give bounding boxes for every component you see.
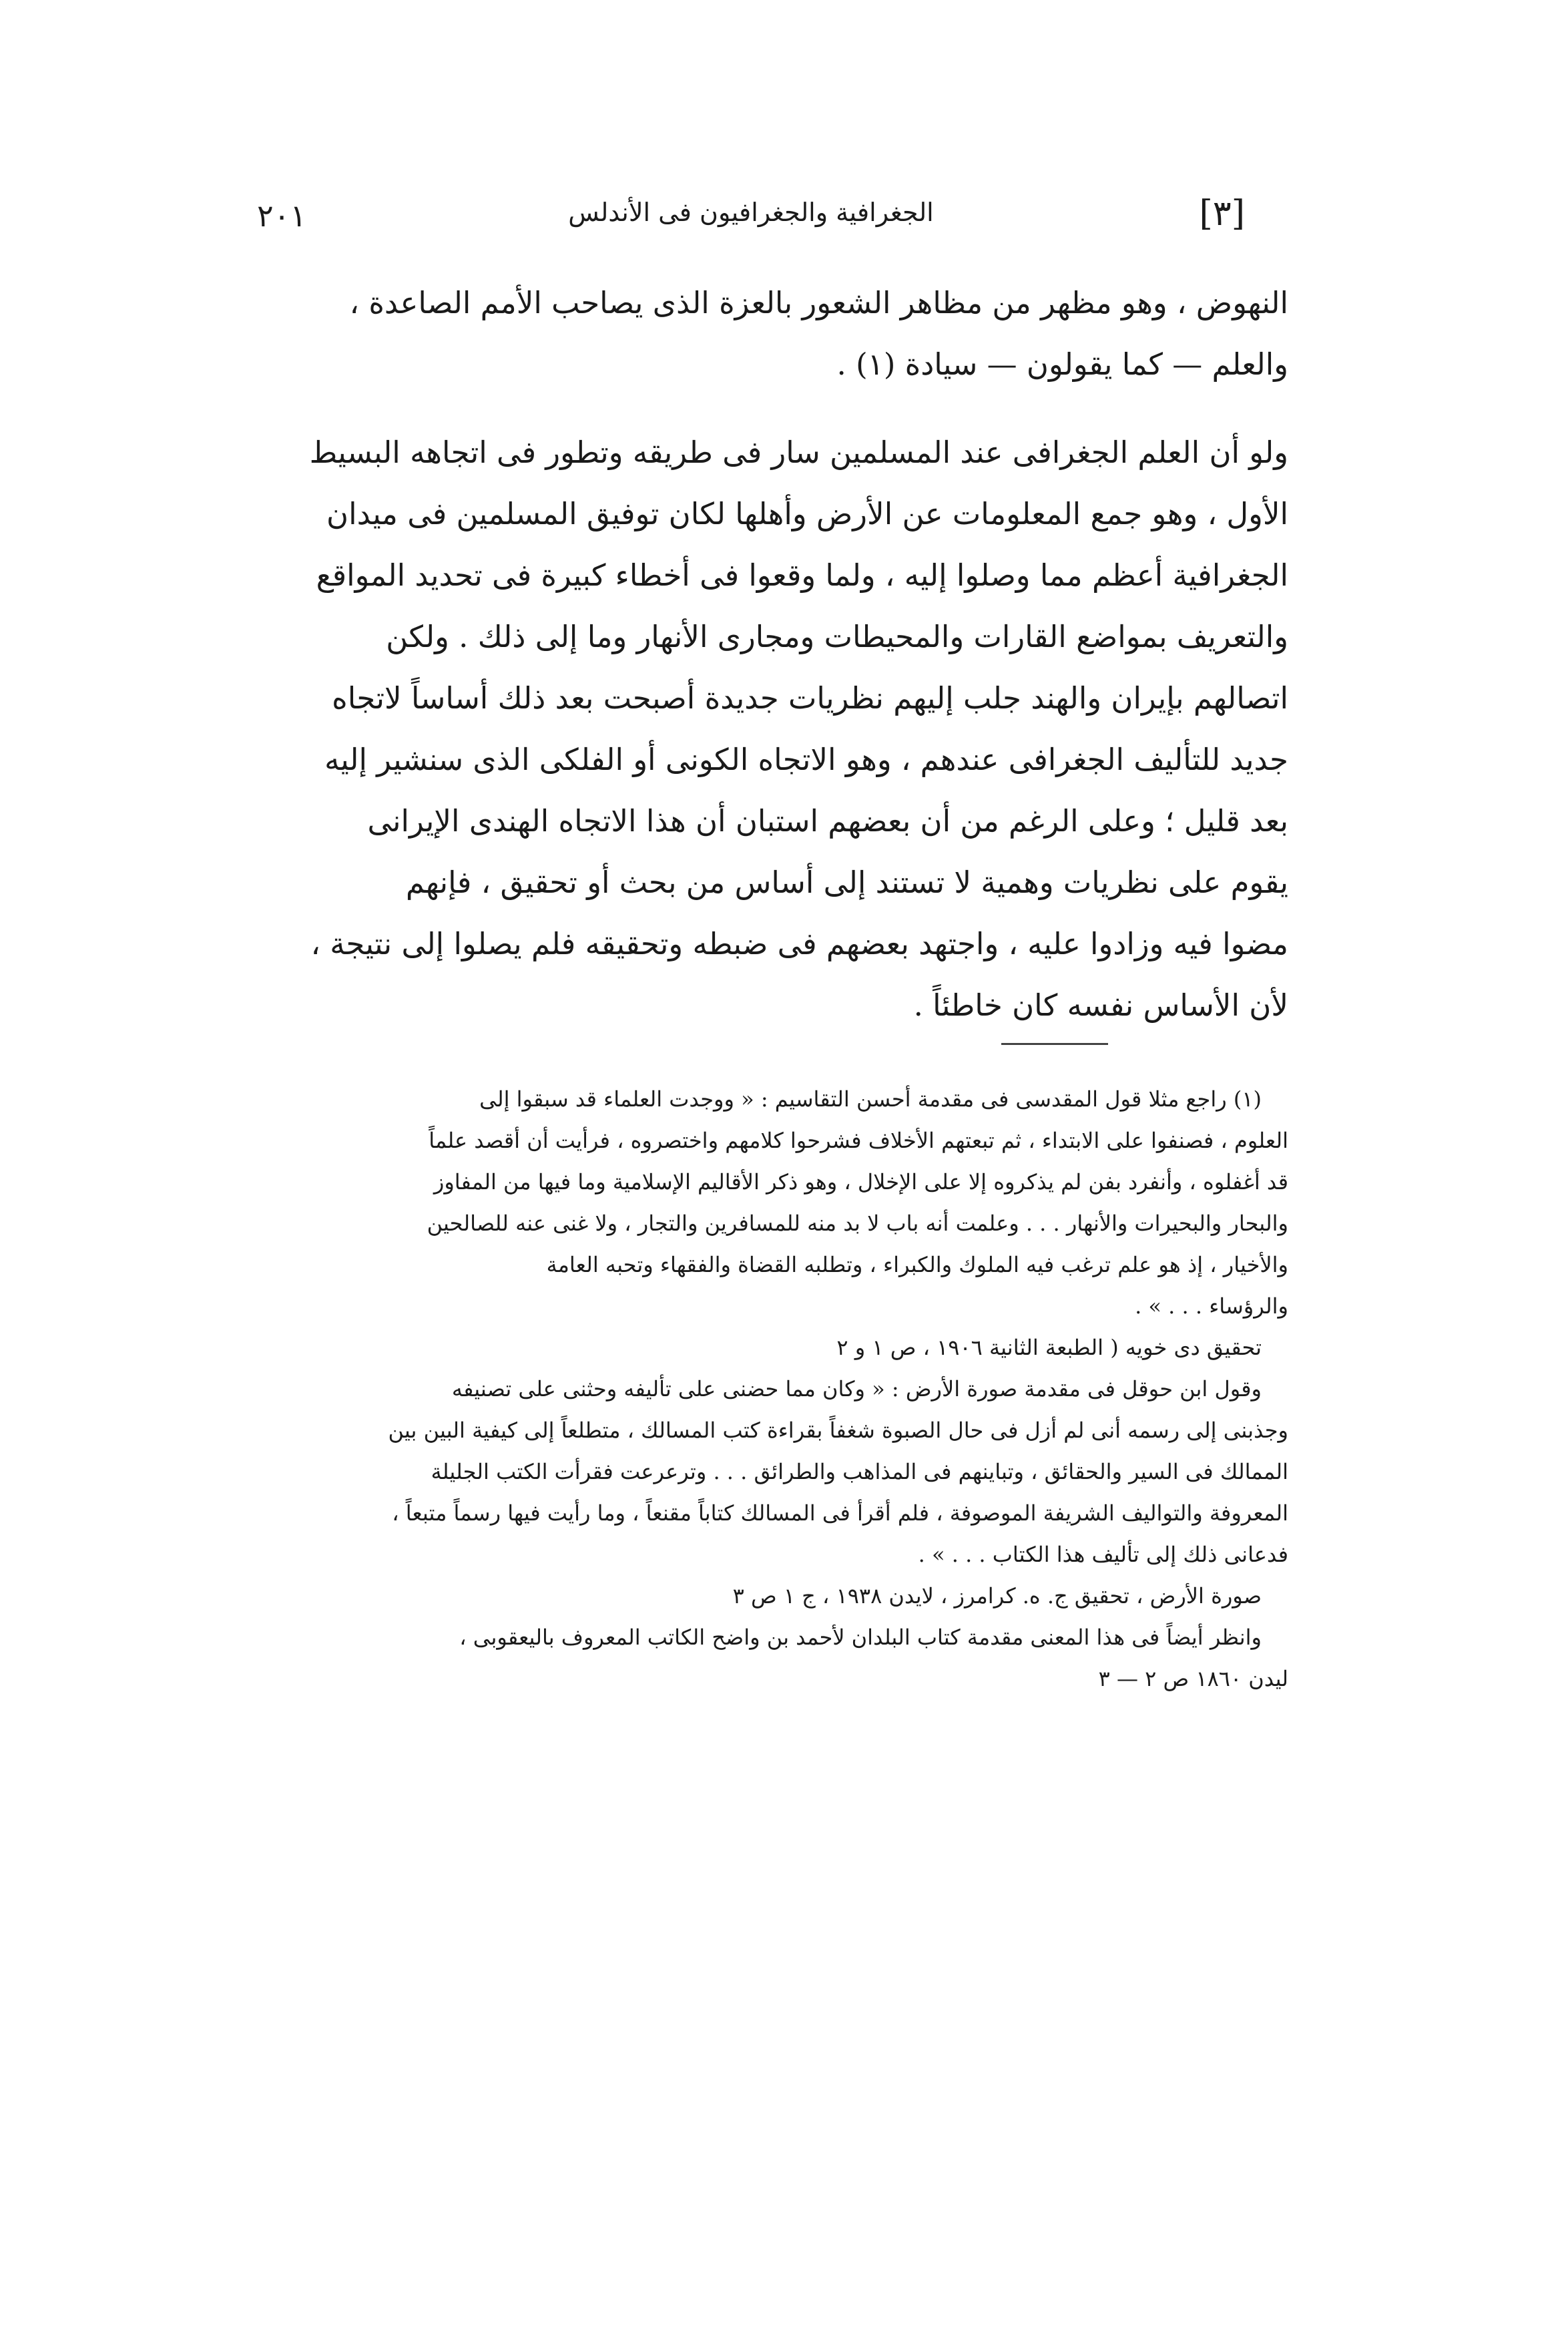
page-header [257,194,1245,254]
footnote-line: الممالك فى السير والحقائق ، وتباينهم فى المذاهب والطرائق . . . وترعرعت فقرأت الكتب الجليلة [431,1459,1288,1484]
footnote-line: ليدن ١٨٦٠ ص ٢ — ٣ [1098,1666,1288,1691]
footnote-line: (١) راجع مثلا قول المقدسى فى مقدمة أحسن التقاسيم : « ووجدت العلماء قد سبقوا إلى [479,1086,1262,1112]
footnote-divider [1001,1043,1108,1045]
footnote-line: قد أغفلوه ، وأنفرد بفن لم يذكروه إلا على الإخلال ، وهو ذكر الأقاليم الإسلامية وما فيها من المفاوز [433,1169,1288,1195]
footnote-line: وقول ابن حوقل فى مقدمة صورة الأرض : « وكان مما حضنى على تأليفه وحثنى على تصنيفه [451,1376,1262,1402]
text-line: الجغرافية أعظم مما وصلوا إليه ، ولما وقعوا فى أخطاء كبيرة فى تحديد المواقع [316,558,1288,593]
footnote-line: والأخيار ، إذ هو علم ترغب فيه الملوك والكبراء ، وتطلبه القضاة والفقهاء وتحبه العامة [546,1252,1288,1277]
footnote-line: العلوم ، فصنفوا على الابتداء ، ثم تبعتهم الأخلاف فشرحوا كلامهم واختصروه ، فرأيت أن أقصد علماً [429,1128,1288,1153]
page-number: ٢٠١ [257,198,307,234]
text-line: مضوا فيه وزادوا عليه ، واجتهد بعضهم فى ضبطه وتحقيقه فلم يصلوا إلى نتيجة ، [310,926,1288,962]
text-line: ولو أن العلم الجغرافى عند المسلمين سار فى طريقه وتطور فى اتجاهه البسيط [309,435,1288,470]
text-line: يقوم على نظريات وهمية لا تستند إلى أساس من بحث أو تحقيق ، فإنهم [405,865,1288,900]
footnote-line: والبحار والبحيرات والأنهار . . . وعلمت أنه باب لا بد منه للمسافرين والتجار ، ولا غنى عنه للصالحين [427,1211,1288,1236]
section-marker: [٣] [1199,194,1245,234]
footnote-line: والرؤساء . . . » . [1135,1293,1288,1319]
text-line: لأن الأساس نفسه كان خاطئاً . [913,988,1288,1023]
text-line: والعلم — كما يقولون — سيادة (١) . [836,347,1288,382]
text-line: بعد قليل ؛ وعلى الرغم من أن بعضهم استبان أن هذا الاتجاه الهندى الإيرانى [367,803,1288,839]
footnote-line: وجذبنى إلى رسمه أنى لم أزل فى حال الصبوة شغفاً بقراءة كتب المسالك ، متطلعاً إلى كيفية البين بين [388,1418,1288,1443]
footnote-line: المعروفة والتواليف الشريفة الموصوفة ، فلم أقرأ فى المسالك كتاباً مقنعاً ، وما رأيت فيها رسماً متبعاً ، [392,1500,1288,1526]
footnotes [194,1078,1288,1699]
footnote-line: فدعانى ذلك إلى تأليف هذا الكتاب . . . » . [918,1542,1288,1567]
main-text [194,272,1288,1036]
text-line: النهوض ، وهو مظهر من مظاهر الشعور بالعزة الذى يصاحب الأمم الصاعدة ، [349,285,1288,321]
running-title: الجغرافية والجغرافيون فى الأندلس [568,198,934,227]
text-line: اتصالهم بإيران والهند جلب إليهم نظريات جديدة أصبحت بعد ذلك أساساً لاتجاه [332,680,1288,716]
text-line: والتعريف بمواضع القارات والمحيطات ومجارى الأنهار وما إلى ذلك . ولكن [386,619,1288,654]
footnote-line: وانظر أيضاً فى هذا المعنى مقدمة كتاب البلدان لأحمد بن واضح الكاتب المعروف باليعقوبى ، [459,1625,1262,1650]
text-line: الأول ، وهو جمع المعلومات عن الأرض وأهلها لكان توفيق المسلمين فى ميدان [326,496,1288,531]
text-line: جديد للتأليف الجغرافى عندهم ، وهو الاتجاه الكونى أو الفلكى الذى سنشير إليه [324,742,1288,777]
footnote-citation: صورة الأرض ، تحقيق ج. ه. كرامرز ، لايدن ١٩٣٨ ، ج ١ ص ٣ [732,1583,1262,1609]
footnote-citation: تحقيق دى خويه ( الطبعة الثانية ١٩٠٦ ، ص ١ و ٢ [836,1335,1262,1360]
